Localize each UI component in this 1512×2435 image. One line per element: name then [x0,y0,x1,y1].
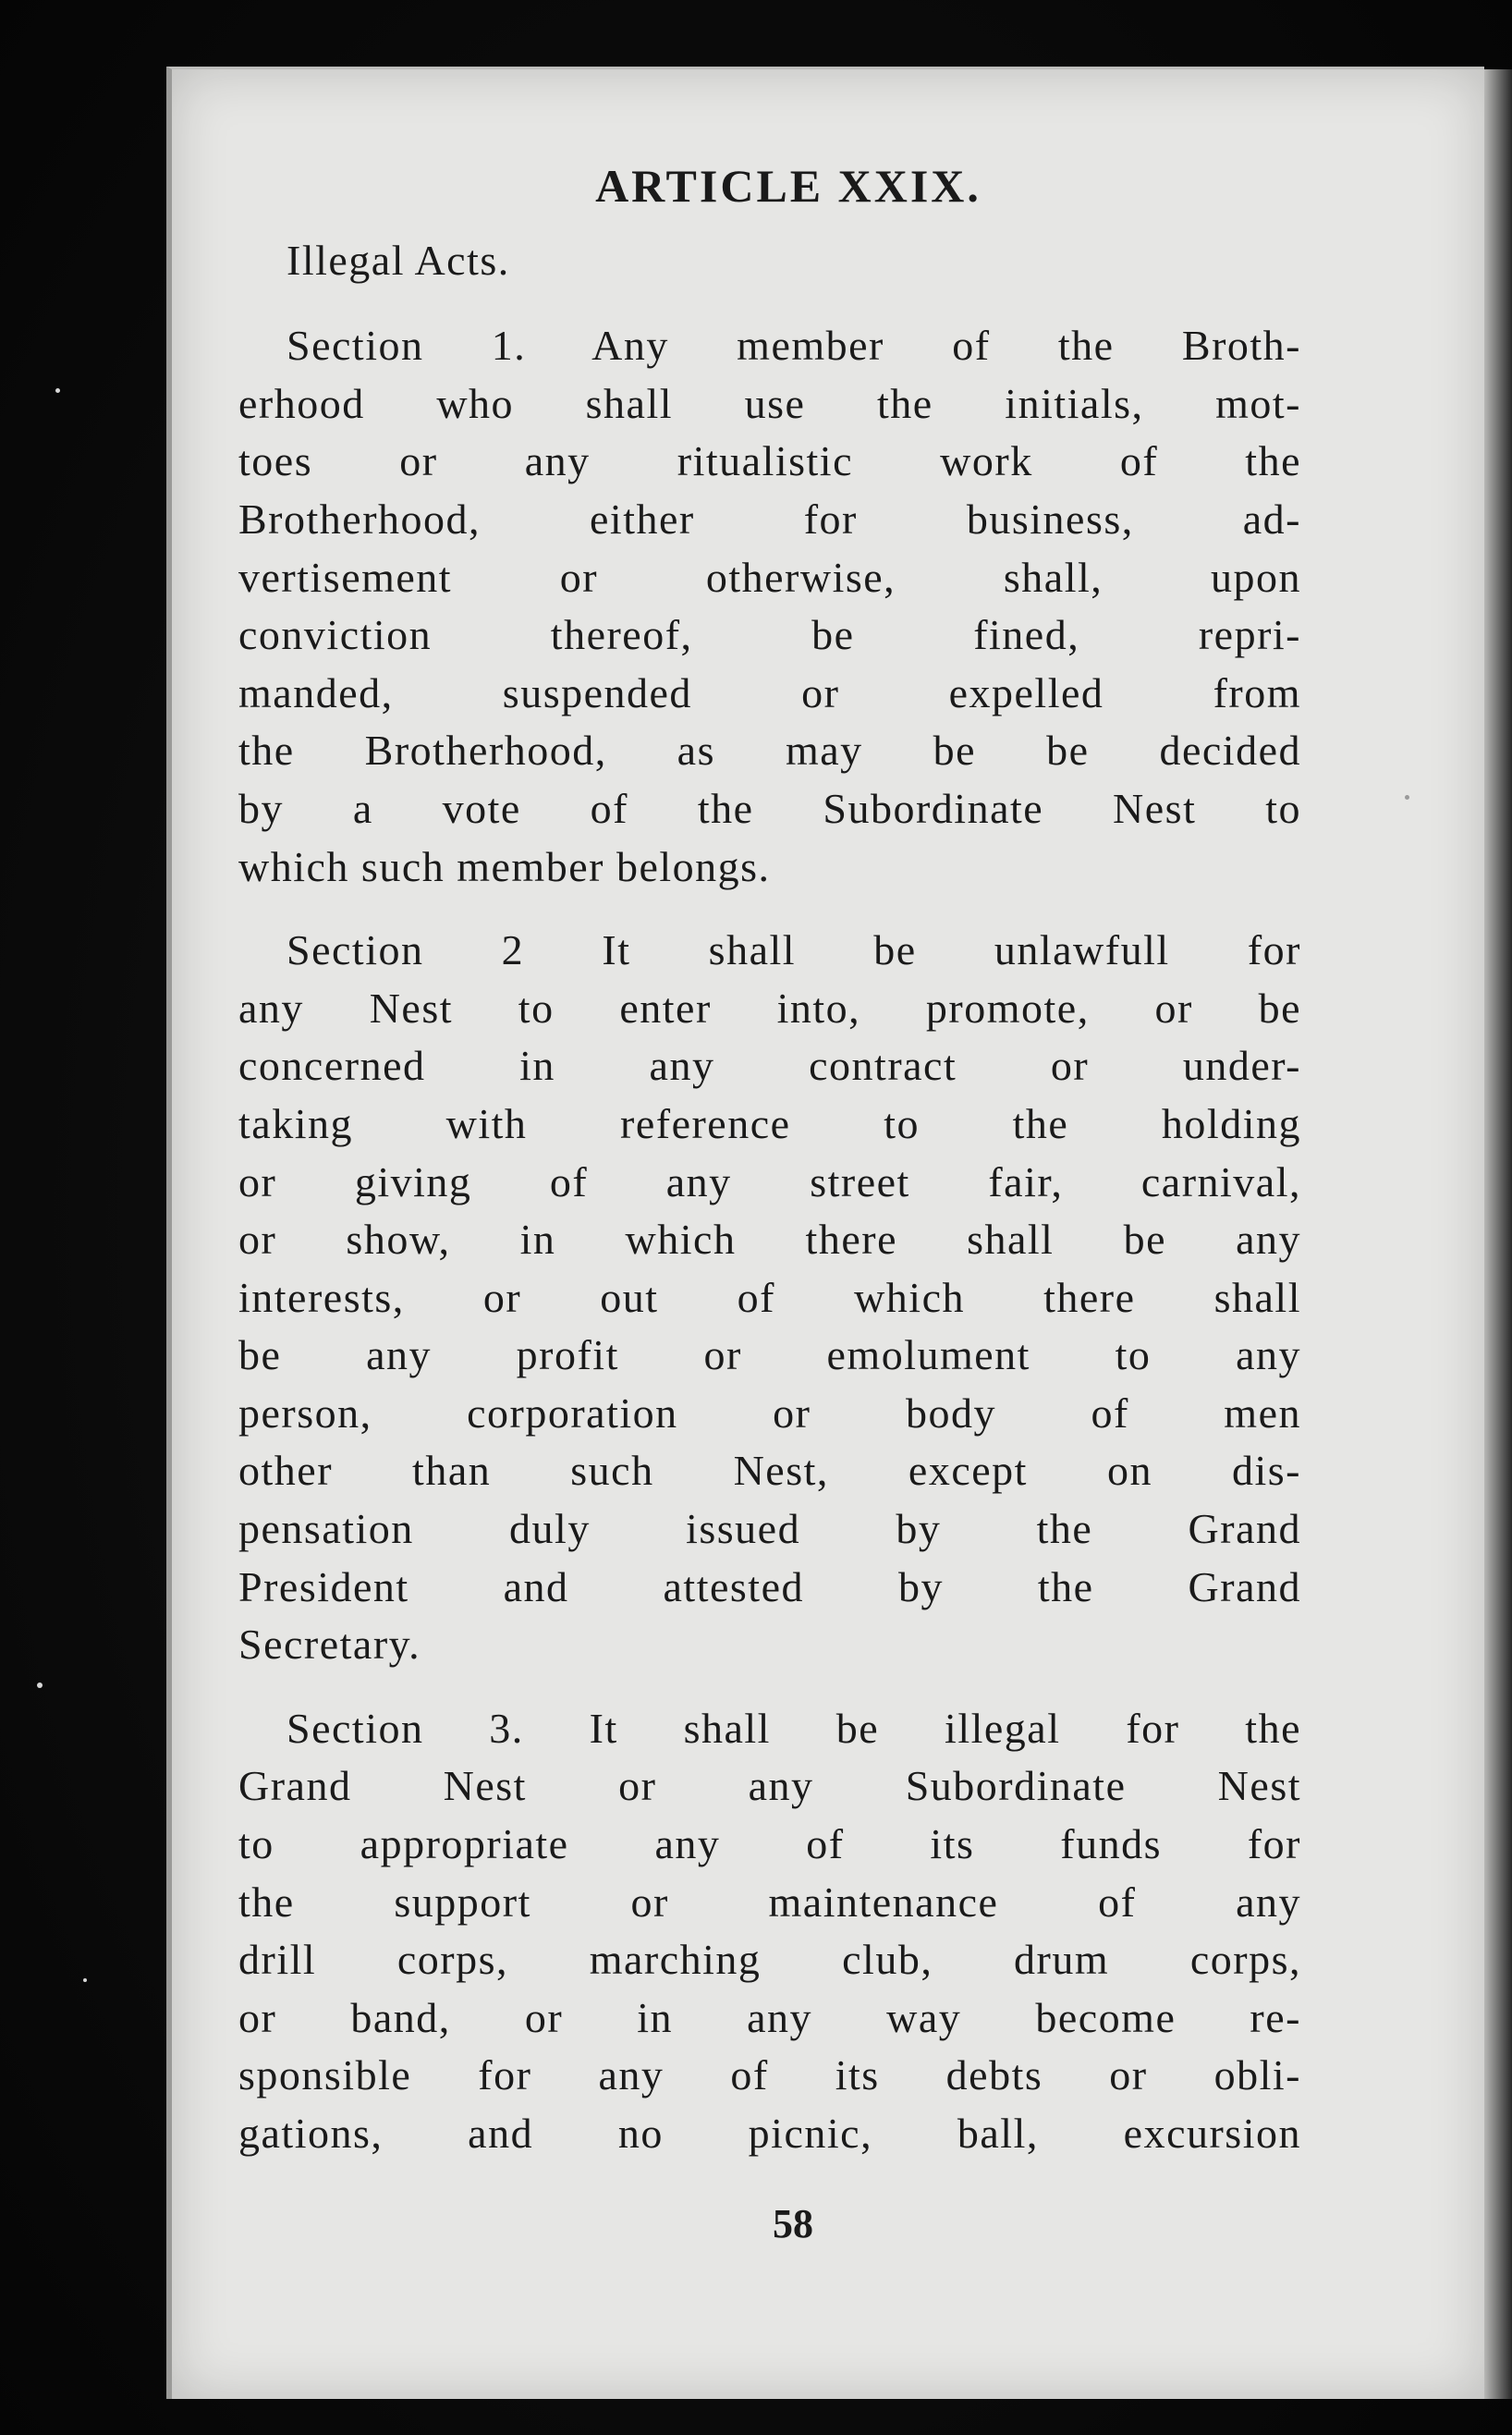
text-line: person, corporation or body of men [238,1389,1301,1437]
text-line: the Brotherhood, as may be be decided [238,727,1301,775]
article-heading: ARTICLE XXIX. [595,160,982,212]
page-number [0,2200,1512,2247]
text-line: vertisement or otherwise, shall, upon [238,553,1301,601]
article-text [238,157,1301,2189]
text-line: Section 2 It shall be unlawfull for [287,926,1301,974]
text-line: taking with reference to the holding [238,1099,1301,1147]
dust-speck [55,388,60,393]
text-line: sponsible for any of its debts or obli- [238,2051,1301,2099]
text-line: Section 1. Any member of the Broth- [287,322,1301,370]
text-line: conviction thereof, be fined, repri- [238,611,1301,659]
text-line: drill corps, marching club, drum corps, [238,1936,1301,1984]
text-line: President and attested by the Grand [238,1562,1301,1610]
dust-speck [37,1682,43,1688]
text-line: toes or any ritualistic work of the [238,437,1301,485]
text-line: which such member belongs. [238,842,771,890]
article-subheading: Illegal Acts. [287,236,510,284]
text-line: or giving of any street fair, carnival, [238,1157,1301,1205]
text-line: Brotherhood, either for business, ad- [238,495,1301,543]
text-line: Section 3. It shall be illegal for the [287,1704,1301,1752]
text-line: to appropriate any of its funds for [238,1820,1301,1868]
text-line: other than such Nest, except on dis- [238,1447,1301,1495]
text-line: erhood who shall use the initials, mot- [238,379,1301,427]
text-line: or show, in which there shall be any [238,1216,1301,1264]
page-number-text: 58 [773,2201,813,2246]
text-line: interests, or out of which there shall [238,1273,1301,1321]
text-line: gations, and no picnic, ball, excursion [238,2110,1301,2157]
text-line: any Nest to enter into, promote, or be [238,984,1301,1032]
dust-speck [83,1978,87,1982]
text-line: the support or maintenance of any [238,1878,1301,1926]
text-line: pensation duly issued by the Grand [238,1505,1301,1553]
section-2 [238,922,1301,1674]
text-line: Grand Nest or any Subordinate Nest [238,1762,1301,1810]
text-line: Secretary. [238,1621,421,1669]
dust-speck [1405,795,1409,800]
text-line: be any profit or emolument to any [238,1331,1301,1379]
text-line: or band, or in any way become re- [238,1993,1301,2041]
text-line: manded, suspended or expelled from [238,668,1301,716]
text-line: by a vote of the Subordinate Nest to [238,784,1301,832]
text-line: concerned in any contract or under- [238,1042,1301,1090]
section-3 [238,1700,1301,2163]
section-1 [238,317,1301,896]
